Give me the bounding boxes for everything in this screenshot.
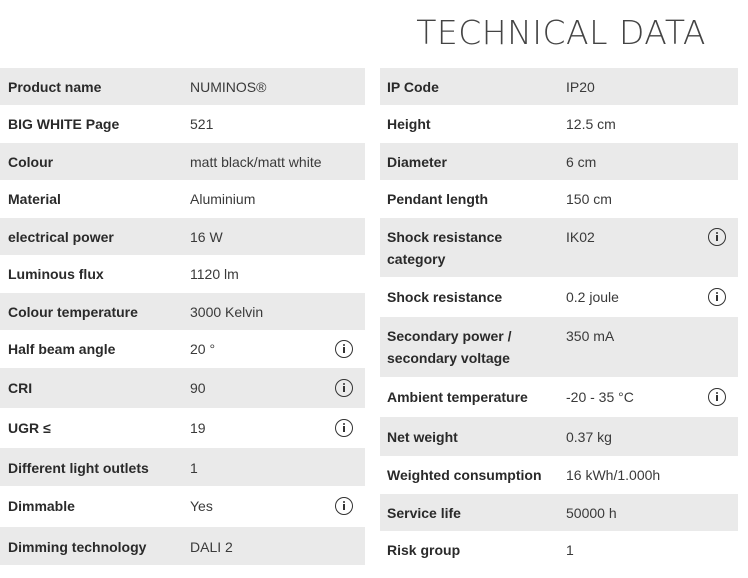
spec-value: 150 cm [566,191,612,207]
spec-label: IP Code [387,79,439,95]
spec-label: Product name [8,79,102,95]
table-row [0,486,365,527]
spec-label: Luminous flux [8,266,104,282]
right-spec-table [380,68,738,569]
spec-label: Height [387,116,431,132]
left-spec-table [0,68,365,565]
spec-label: Half beam angle [8,341,116,357]
spec-label: Material [8,191,61,207]
table-row [0,105,365,143]
table-row [380,105,738,143]
table-row [380,317,738,377]
table-row [380,180,738,218]
table-row [0,218,365,255]
spec-label: Service life [387,505,461,521]
spec-label: Different light outlets [8,460,149,476]
spec-value: 6 cm [566,154,597,170]
spec-value: 16 W [190,229,223,245]
info-icon[interactable] [335,419,353,437]
table-row [0,293,365,330]
info-icon[interactable] [335,497,353,515]
spec-label: Weighted consumption [387,467,542,483]
table-row [0,448,365,486]
spec-label: Pendant length [387,191,489,207]
spec-label: Colour [8,154,54,170]
spec-value: Yes [190,498,213,514]
spec-value: Aluminium [190,191,256,207]
spec-label: BIG WHITE Page [8,116,120,132]
table-row [380,68,738,105]
spec-value: 1120 lm [190,266,239,282]
table-row [0,368,365,408]
spec-value: 1 [566,542,574,558]
spec-label: Ambient temperature [387,389,528,405]
table-row [380,277,738,317]
table-row [0,408,365,448]
spec-value: NUMINOS® [190,79,267,95]
table-row [0,255,365,293]
spec-value: -20 - 35 °C [566,389,634,405]
table-row [380,456,738,494]
spec-label: Colour temperature [8,304,138,320]
table-row [380,531,738,569]
spec-value: 1 [190,460,198,476]
spec-value: matt black/matt white [190,154,322,170]
table-row [380,218,738,277]
table-row [380,143,738,180]
spec-value: 3000 Kelvin [190,304,264,320]
spec-value: 50000 h [566,505,617,521]
info-icon[interactable] [335,340,353,358]
spec-value: 16 kWh/1.000h [566,467,661,483]
spec-value: 350 mA [566,328,615,344]
table-row [0,143,365,180]
spec-label: CRI [8,380,33,396]
spec-value: 12.5 cm [566,116,616,132]
table-row [0,527,365,565]
info-icon[interactable] [708,228,726,246]
spec-label: Secondary power / secondary voltage [387,328,512,366]
info-icon[interactable] [708,388,726,406]
page-title: TECHNICAL DATA [416,13,706,52]
spec-value: 90 [190,380,206,396]
table-row [380,494,738,531]
spec-label: Shock resistance category [387,229,503,267]
spec-label: electrical power [8,229,114,245]
spec-label: Dimmable [8,498,75,514]
spec-value: 0.37 kg [566,429,612,445]
table-row [0,330,365,368]
table-row [0,180,365,218]
spec-label: Shock resistance [387,289,503,305]
info-icon[interactable] [708,288,726,306]
spec-value: 521 [190,116,214,132]
table-row [380,417,738,456]
spec-label: Net weight [387,429,458,445]
spec-value: DALI 2 [190,539,233,555]
spec-value: 19 [190,420,206,436]
spec-label: Diameter [387,154,447,170]
table-row [380,377,738,417]
spec-value: IP20 [566,79,595,95]
spec-value: 20 ° [190,341,216,357]
info-icon[interactable] [335,379,353,397]
spec-label: Risk group [387,542,461,558]
spec-label: UGR ≤ [8,420,51,436]
spec-value: 0.2 joule [566,289,619,305]
spec-label: Dimming technology [8,539,147,555]
table-row [0,68,365,105]
spec-value: IK02 [566,229,595,245]
